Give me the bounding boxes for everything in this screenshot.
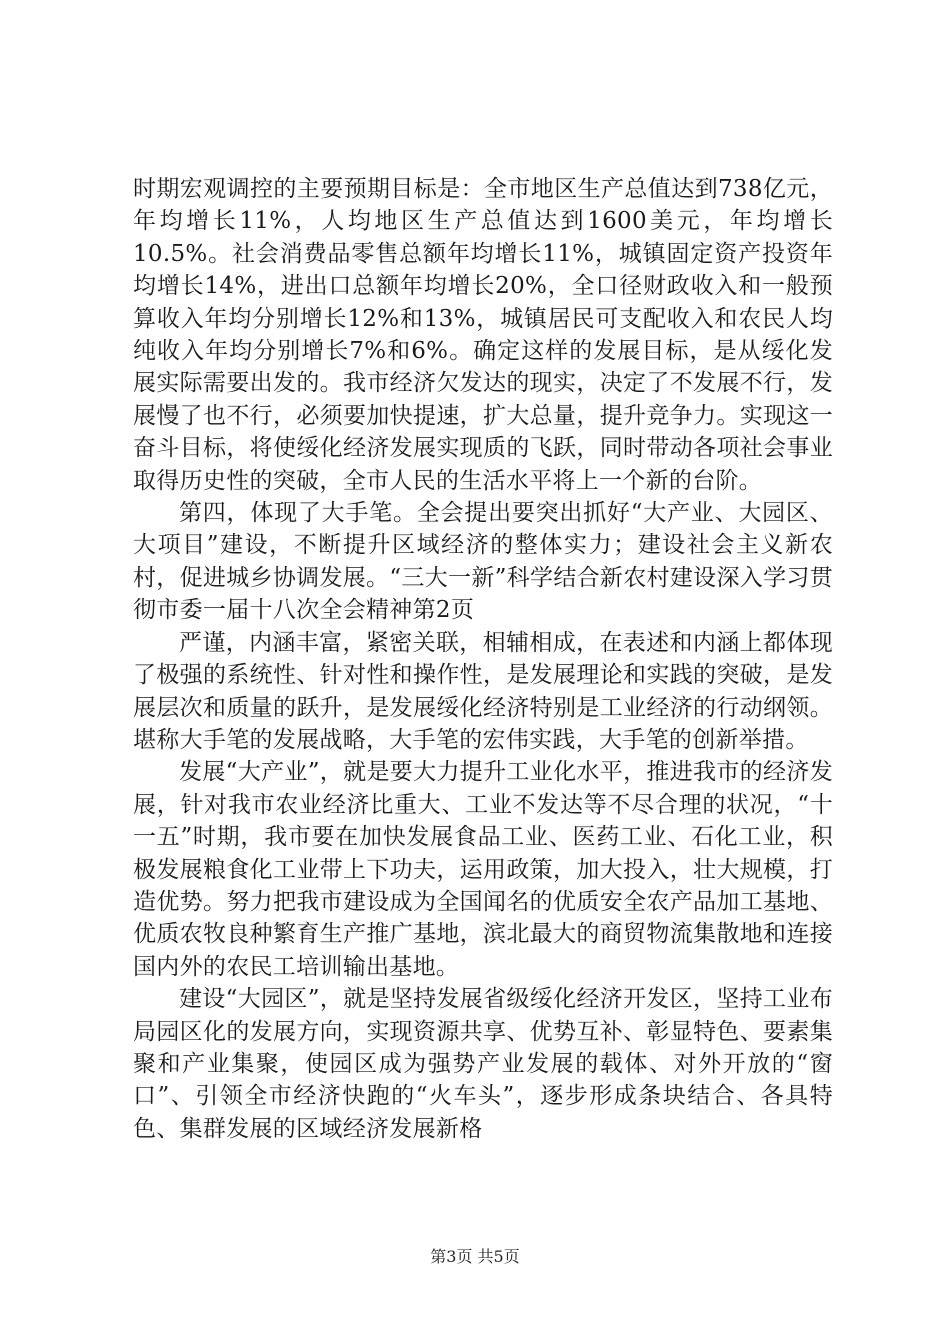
paragraph-4: 发展“大产业”，就是要大力提升工业化水平，推进我市的经济发展，针对我市农业经济比重大、工业不发达等不尽合理的状况，“十一五”时期，我市要在加快发展食品工业、医药工业、石化工业，积极发展粮食化工业带上下功夫，运用政策，加大投入，壮大规模，打造优势。努力把我市建设成为全国闻名的优质安全农产品加工基地、优质农牧良种繁育生产推广基地，滨北最大的商贸物流集散地和连接国内外的农民工培训输出基地。 xyxy=(133,759,833,980)
paragraph-3: 严谨，内涵丰富，紧密关联，相辅相成，在表述和内涵上都体现了极强的系统性、针对性和操作性，是发展理论和实践的突破，是发展层次和质量的跃升，是发展绥化经济特别是工业经济的行动纲领。堪称大手笔的发展战略，大手笔的宏伟实践，大手笔的创新举措。 xyxy=(133,629,833,753)
document-body xyxy=(133,173,833,1145)
paragraph-5: 建设“大园区”，就是坚持发展省级绥化经济开发区，坚持工业布局园区化的发展方向，实现资源共享、优势互补、彰显特色、要素集聚和产业集聚，使园区成为强势产业发展的载体、对外开放的“窗口”、引领全市经济快跑的“火车头”，逐步形成条块结合、各具特色、集群发展的区域经济发展新格 xyxy=(133,986,833,1142)
page-footer: 第3页 共5页 xyxy=(430,1247,520,1266)
paragraph-1: 时期宏观调控的主要预期目标是：全市地区生产总值达到738亿元，年均增长11%，人均地区生产总值达到1600美元，年均增长10.5%。社会消费品零售总额年均增长11%，城镇固定资产投资年均增长14%，进出口总额年均增长20%，全口径财政收入和一般预算收入年均分别增长12%和13%，城镇居民可支配收入和农民人均纯收入年均分别增长7%和6%。确定这样的发展目标，是从绥化发展实际需要出发的。我市经济欠发达的现实，决定了不发展不行，发展慢了也不行，必须要加快提速，扩大总量，提升竞争力。实现这一奋斗目标，将使绥化经济发展实现质的飞跃，同时带动各项社会事业取得历史性的突破，全市人民的生活水平将上一个新的台阶。 xyxy=(133,176,833,494)
paragraph-2: 第四，体现了大手笔。全会提出要突出抓好“大产业、大园区、大项目”建设，不断提升区域经济的整体实力；建设社会主义新农村，促进城乡协调发展。“三大一新”科学结合新农村建设深入学习贯彻市委一届十八次全会精神第2页 xyxy=(133,500,833,624)
